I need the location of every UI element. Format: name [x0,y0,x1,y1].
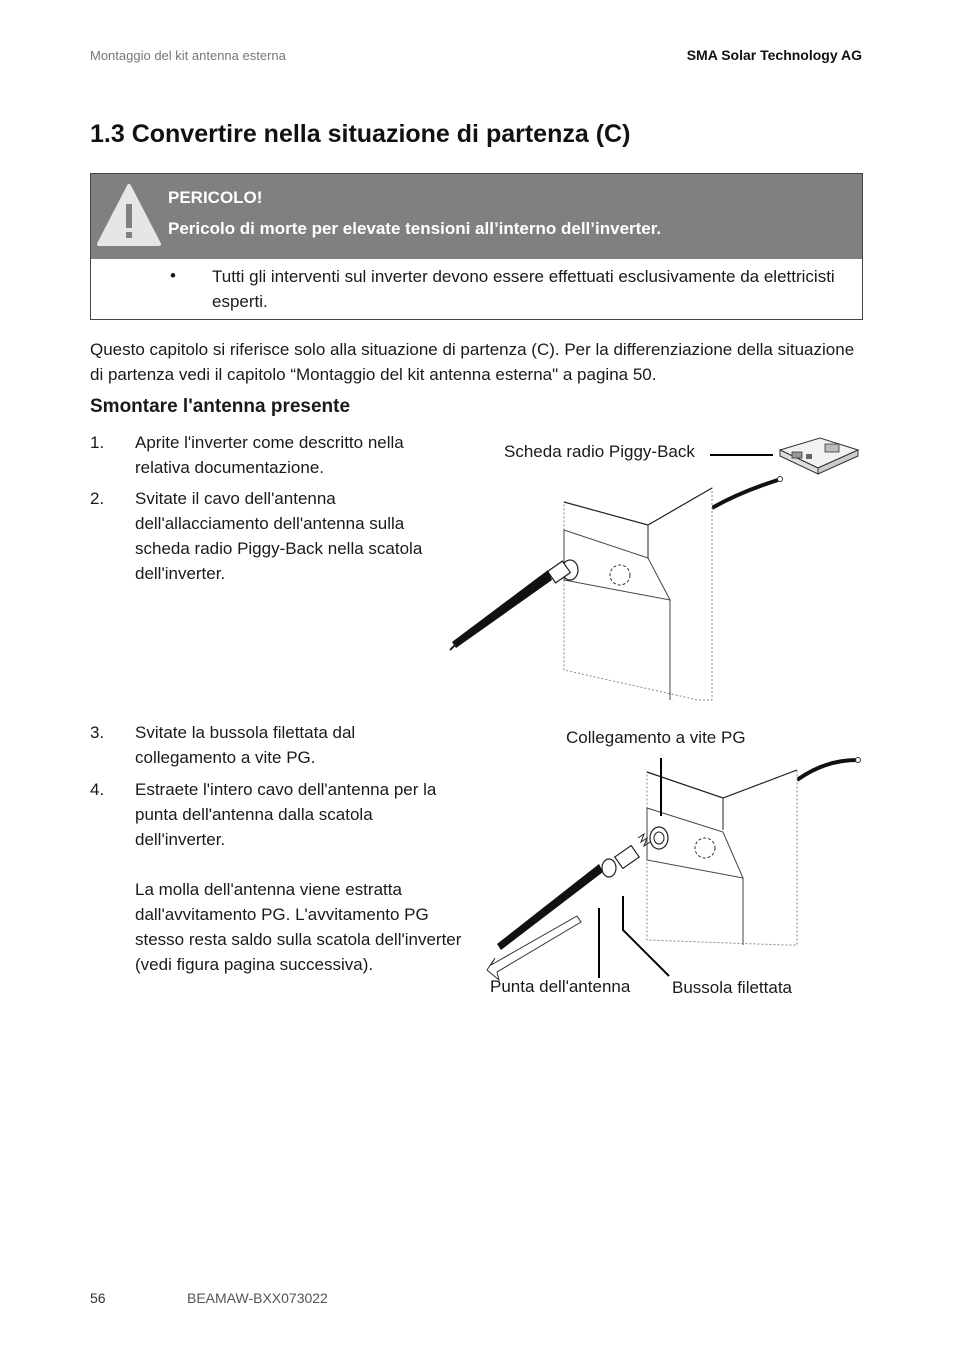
warning-triangle-icon [96,182,162,248]
document-code: BEAMAW-BXX073022 [187,1290,328,1306]
figure-inverter-antenna-removal [440,430,870,710]
step-number: 1. [90,433,105,452]
piggyback-card-icon [780,438,858,474]
danger-label: PERICOLO! [168,188,263,207]
figure-antenna-extraction [485,750,875,990]
section-subheading: Smontare l'antenna presente [90,396,351,417]
danger-box [90,173,863,320]
header-company: SMA Solar Technology AG [686,47,862,63]
step-number: 4. [90,780,105,799]
danger-instruction: Tutti gli interventi sul inverter devono essere effettuati esclusivamente da elettricisti esperti. [212,267,835,311]
step-number: 3. [90,723,105,742]
label-antenna-tip: Punta dell'antenna [490,977,631,996]
step-note: La molla dell'antenna viene estratta dall'avvitamento PG. L'avvitamento PG stesso resta saldo sulla scatola dell'inverter (vedi figura pagina successiva). [135,880,462,974]
step-number: 2. [90,489,105,508]
threaded-sleeve-icon [615,846,639,869]
step-text: Aprite l'inverter come descritto nella relativa documentazione. [135,433,404,477]
inverter-box-icon [564,488,712,700]
header-section-title: Montaggio del kit antenna esterna [90,48,286,63]
pg-screw-icon [650,827,668,849]
antenna-icon [450,560,578,650]
danger-header [91,174,862,259]
inverter-box-icon [647,770,797,945]
antenna-cable [712,480,778,508]
bullet-marker: • [170,266,176,285]
intro-paragraph: Questo capitolo si riferisce solo alla situazione di partenza (C). Per la differenziazione della situazione di partenza vedi il capitolo “Montaggio del kit antenna esterna" a pagina 50. [90,340,855,384]
page-title: 1.3 Convertire nella situazione di partenza (C) [90,120,631,148]
label-threaded-sleeve: Bussola filettata [672,978,793,997]
step-text: Svitate la bussola filettata dal collegamento a vite PG. [135,723,356,767]
cable-connector [856,758,861,763]
antenna-cable [797,760,857,780]
step-text: Svitate il cavo dell'antenna dell'allacciamento dell'antenna sulla scheda radio Piggy-Back nella scatola dell'inverter. [135,489,423,583]
step-text: Estraete l'intero cavo dell'antenna per la punta dell'antenna dalla scatola dell'inverter. [135,780,437,849]
label-piggyback-card: Scheda radio Piggy-Back [504,442,695,461]
page-number: 56 [90,1290,106,1306]
danger-text: Pericolo di morte per elevate tensioni all’interno dell’inverter. [168,219,662,238]
label-pg-screw: Collegamento a vite PG [566,728,746,747]
cable-connector [778,477,783,482]
